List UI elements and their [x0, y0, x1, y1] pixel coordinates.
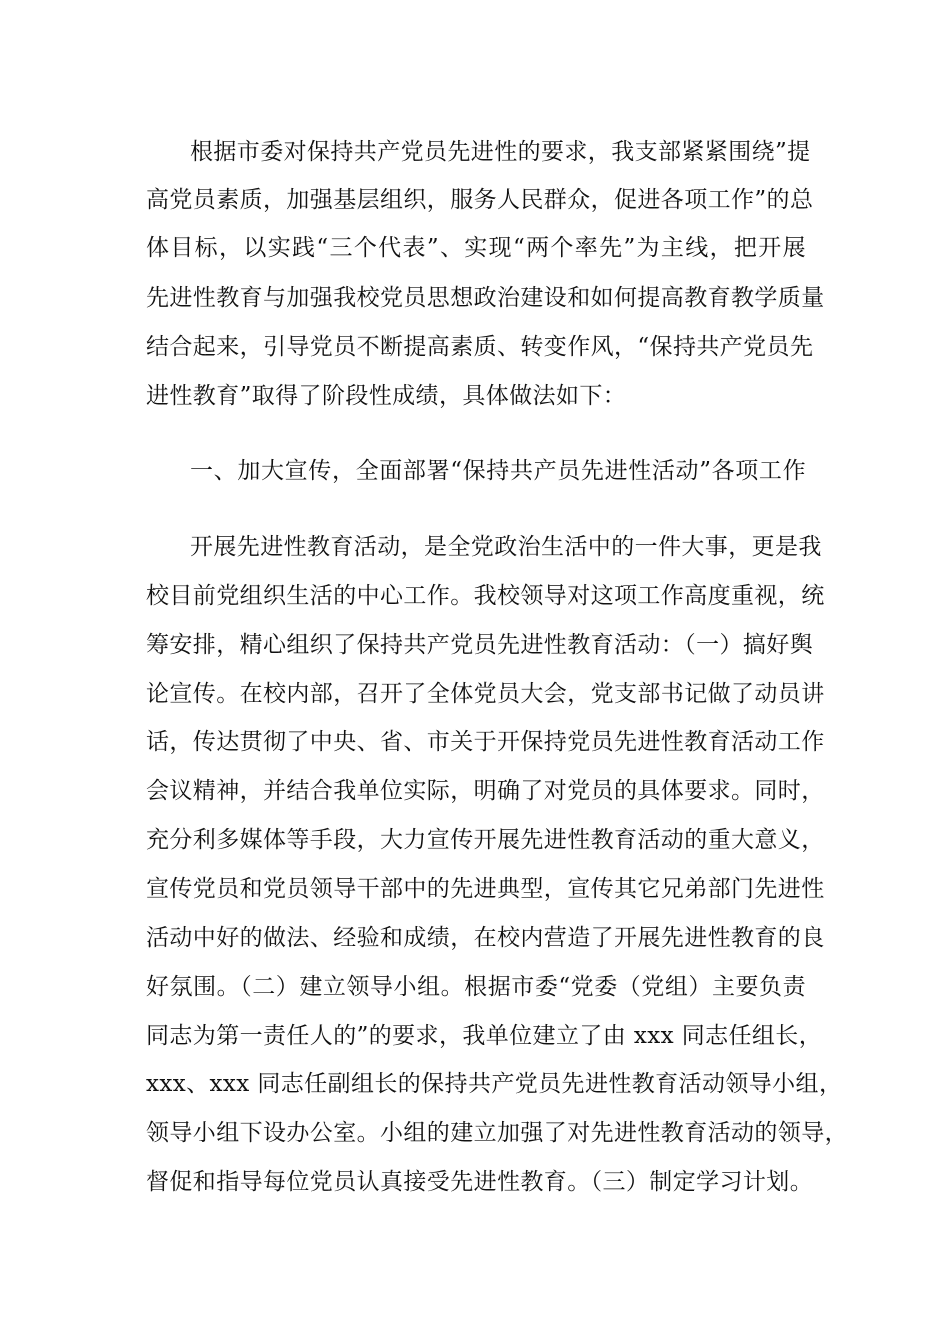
- paragraph-2-line-7: 充分利多媒体等手段，大力宣传开展先进性教育活动的重大意义，: [146, 827, 825, 853]
- paragraph-2-line-11: 同志为第一责任人的”的要求，我单位建立了由 xxx 同志任组长，: [146, 1023, 823, 1049]
- section-heading-1: 一、加大宣传，全面部署“保持共产员先进性活动”各项工作: [190, 458, 806, 484]
- paragraph-2-line-6: 会议精神，并结合我单位实际，明确了对党员的具体要求。同时，: [146, 778, 825, 804]
- paragraph-1-line-6: 进性教育”取得了阶段性成绩，具体做法如下：: [146, 383, 627, 409]
- paragraph-1-line-1: 根据市委对保持共产党员先进性的要求，我支部紧紧围绕”提: [190, 139, 811, 165]
- paragraph-1-line-2: 高党员素质，加强基层组织，服务人民群众，促进各项工作”的总: [146, 187, 814, 213]
- paragraph-2-line-9: 活动中好的做法、经验和成绩，在校内营造了开展先进性教育的良: [146, 925, 825, 951]
- paragraph-2-line-4: 论宣传。在校内部，召开了全体党员大会，党支部书记做了动员讲: [146, 681, 825, 707]
- paragraph-2-line-3: 筹安排，精心组织了保持共产党员先进性教育活动：（一）搞好舆: [146, 632, 814, 658]
- paragraph-2-line-14: 督促和指导每位党员认真接受先进性教育。（三）制定学习计划。: [146, 1169, 814, 1195]
- paragraph-2-line-10: 好氛围。（二）建立领导小组。根据市委“党委（党组）主要负责: [146, 974, 806, 1000]
- paragraph-2-line-8: 宣传党员和党员领导干部中的先进典型，宣传其它兄弟部门先进性: [146, 876, 825, 902]
- paragraph-1-line-5: 结合起来，引导党员不断提高素质、转变作风，“保持共产党员先: [146, 334, 814, 360]
- paragraph-1-line-4: 先进性教育与加强我校党员思想政治建设和如何提高教育教学质量: [146, 285, 825, 311]
- paragraph-2-line-12: xxx、xxx 同志任副组长的保持共产党员先进性教育活动领导小组，: [146, 1071, 843, 1097]
- paragraph-2-line-13: 领导小组下设办公室。小组的建立加强了对先进性教育活动的领导，: [146, 1120, 848, 1146]
- paragraph-1-line-3: 体目标，以实践“三个代表”、实现“两个率先”为主线，把开展: [146, 235, 806, 261]
- paragraph-2-line-5: 话，传达贯彻了中央、省、市关于开保持党员先进性教育活动工作: [146, 729, 825, 755]
- paragraph-2-line-2: 校目前党组织生活的中心工作。我校领导对这项工作高度重视，统: [146, 583, 825, 609]
- paragraph-2-line-1: 开展先进性教育活动，是全党政治生活中的一件大事，更是我: [190, 534, 822, 560]
